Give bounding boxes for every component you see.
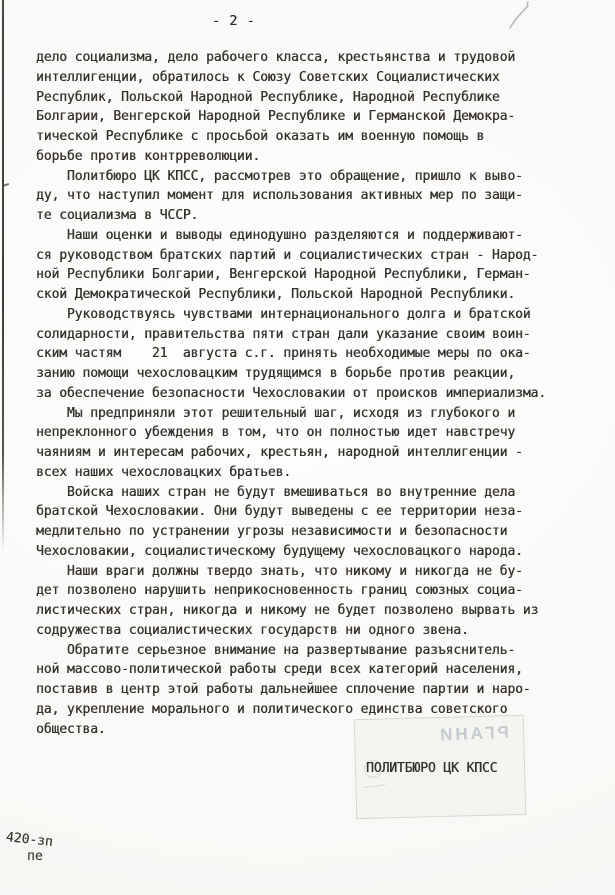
text-line: Болгарии, Венгерской Народной Республике и Германской Демокра- [36,109,516,125]
text-line: непреклонного убеждения в том, что он полностью идет навстречу [36,425,516,441]
text-line: Республик, Польской Народной Республике, Народной Республике [36,89,500,105]
text-line: ду, что наступил момент для использования активных мер по защи- [36,188,523,204]
archive-stamp-text: РГАНИ [437,722,510,745]
text-line: братской Чехословакии. Они будут выведены с ее территории неза- [36,504,523,520]
text-line: содружества социалистических государств ни одного звена. [36,622,469,638]
text-line: дет позволено нарушить неприкосновенность границ союзных социа- [36,583,523,599]
text-line: тической Республике с просьбой оказать им военную помощь в [36,129,485,144]
signature-politburo: ПОЛИТБЮРО ЦК КПСС [366,761,498,776]
text-line: ским частям 21 августа с.г. принять необходимые меры по ока- [36,346,531,362]
text-line: Мы предприняли этот решительный шаг, исходя из глубокого и [36,405,516,421]
text-line: чаяниям и интересам рабочих, крестьян, народной интеллигенции - [36,445,523,460]
text-line: дело социализма, дело рабочего класса, крестьянства и трудовой [36,50,516,65]
text-line: те социализма в ЧССР. [36,208,199,223]
text-line: борьбе против контрреволюции. [36,148,261,164]
text-line: Чехословакии, социалистическому будущему чехословацкого народа. [36,543,523,559]
text-line: Обратите серьезное внимание на развертывание разъяснитель- [36,642,516,658]
text-line: ной Республики Болгарии, Венгерской Народной Республики, Герман- [36,267,531,283]
text-line: Войска наших стран не будут вмешиваться во внутренние дела [36,484,516,500]
text-line: солидарности, правительства пяти стран дали указание своим воин- [36,326,531,342]
text-line: Наши оценки и выводы единодушно разделяются и поддерживают- [36,227,523,243]
text-line: интеллигенции, обратилось к Союзу Советских Социалистических [36,69,500,85]
text-line: поставив в центр этой работы дальнейшее сплочение партии и наро- [36,682,531,697]
text-line: ной массово-политической работы среди всех категорий населения, [36,662,523,678]
text-line: медлительно по устранении угрозы независимости и безопасности [36,524,508,539]
text-line: Руководствуясь чувствами интернационального долга и братской [36,306,531,322]
text-line: ской Демократической Республики, Польской Народной Республики. [36,287,516,302]
document-text-body [36,48,570,739]
text-line: за обеспечение безопасности Чехословакии от происков империализма. [36,385,546,401]
footer-typist-code: 420-зп [5,830,54,850]
pencil-mark-icon [495,0,540,32]
scan-edge-tick-mark [2,183,9,187]
text-line: да, укрепление морального и политического единства советского [36,701,508,717]
text-line: листических стран, никогда и никому не будет позволено вырвать из [36,603,539,618]
text-line: всех наших чехословацких братьев. [36,464,291,480]
text-line: общества. [36,721,106,737]
stamp-line-mark [364,784,386,788]
footer-typist-initials: пе [27,849,43,864]
text-line: Политбюро ЦК КПСС, рассмотрев это обращение, пришло к выво- [36,168,523,184]
text-line: занию помощи чехословацким трудящимся в борьбе против реакции, [36,366,516,381]
text-line: ся руководством братских партий и социалистических стран - Народ- [36,247,539,263]
text-line: Наши враги должны твердо знать, что никому и никогда не бу- [36,563,523,579]
scan-binding-edge [2,0,4,552]
page-number: - 2 - [212,13,256,29]
